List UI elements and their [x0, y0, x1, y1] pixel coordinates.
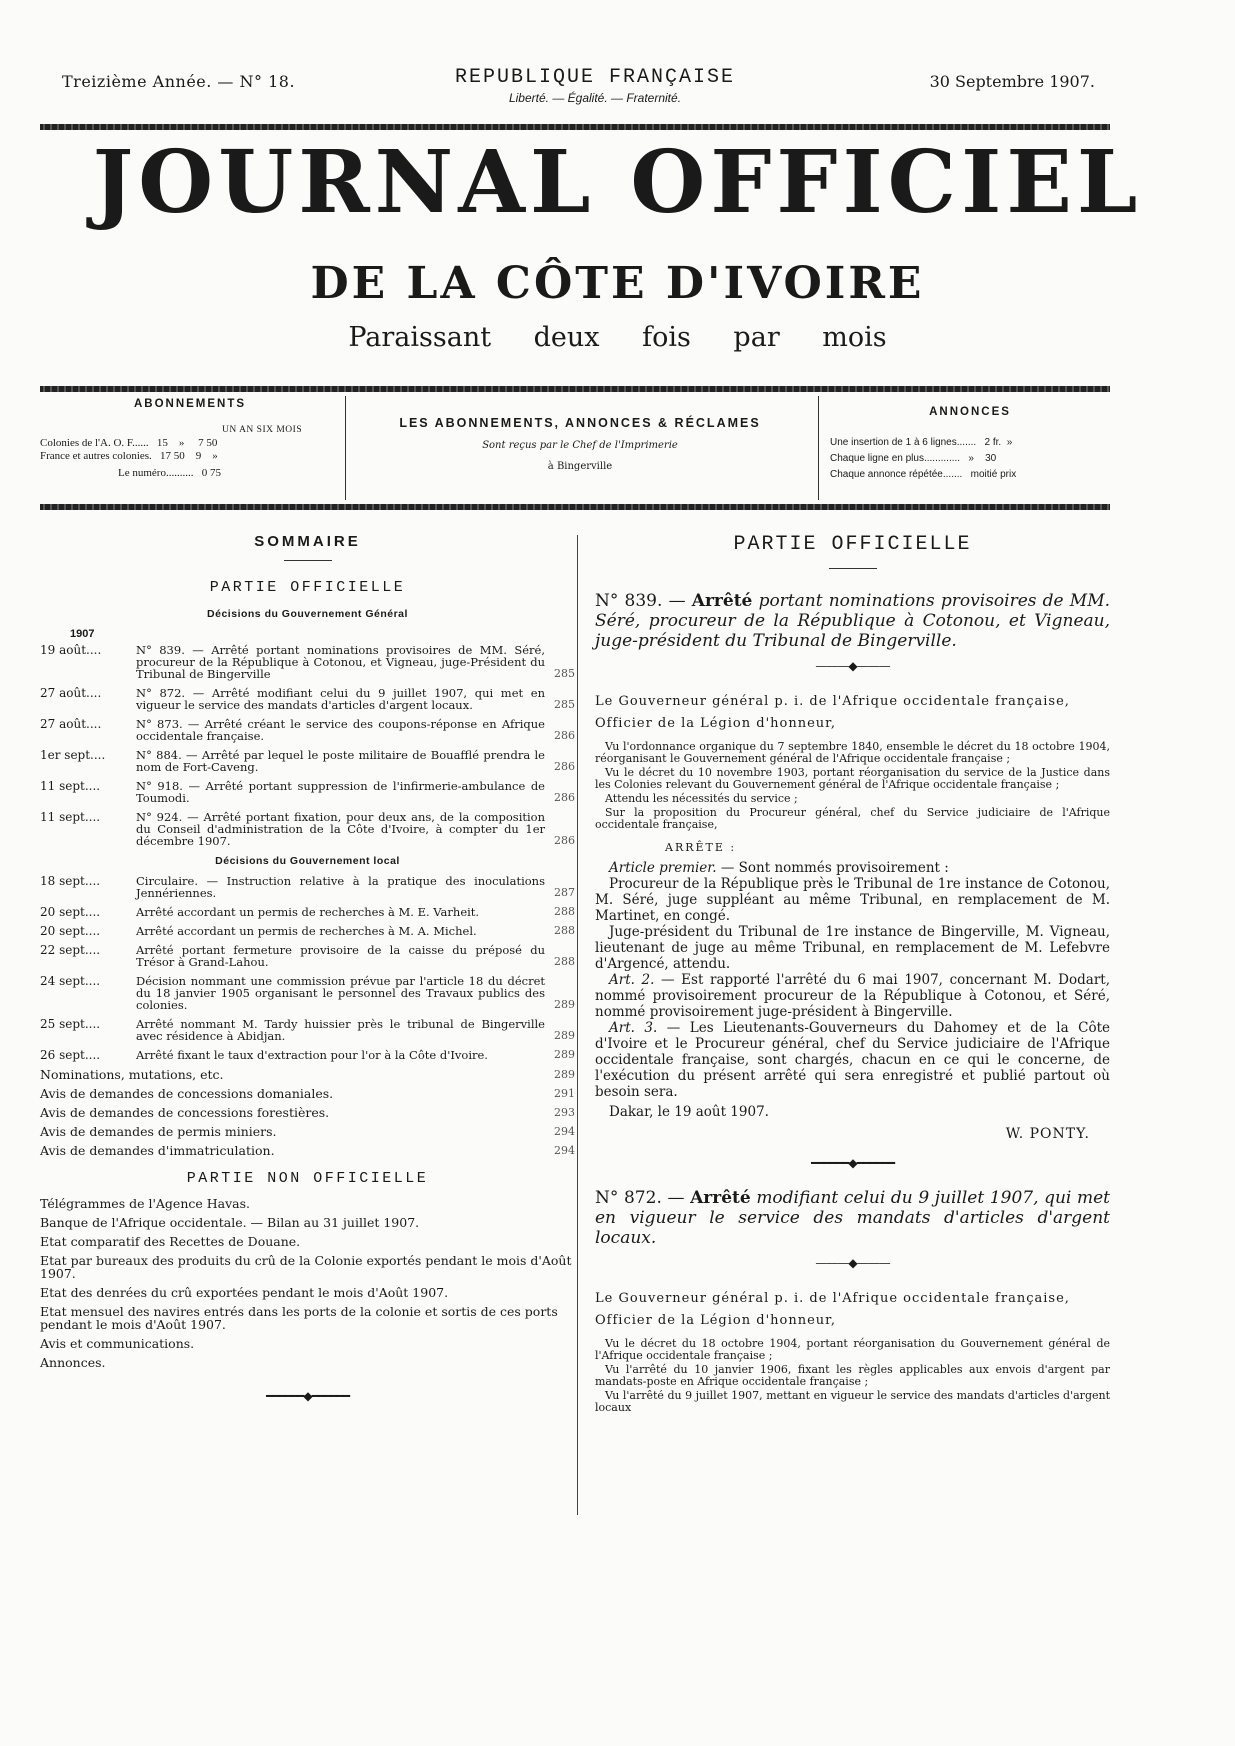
toc-text: Nominations, mutations, etc. — [40, 1067, 224, 1082]
toc-text: Avis de demandes de concessions forestières. — [40, 1105, 330, 1120]
considerant: Attendu les nécessités du service ; — [605, 792, 798, 805]
box-divider — [818, 396, 819, 500]
sommaire-title: SOMMAIRE — [254, 533, 361, 550]
toc-entry[interactable] — [40, 975, 575, 1011]
article-paragraph: Juge-président du Tribunal de 1re instance de Bingerville, M. Vigneau, lieutenant de juge au même Tribunal, en remplacement de M. Lefebvre d'Argencé, attendu. — [595, 924, 1110, 972]
toc-entry[interactable]: Avis et communications. — [40, 1336, 195, 1351]
toc-page: 286 — [554, 791, 575, 804]
toc-date: 19 août.... — [40, 643, 102, 657]
ornament-divider: ━━━━━━◆━━━━━━ — [266, 1389, 349, 1403]
sommaire-column — [40, 533, 575, 1411]
arrete-subject: portant nominations provisoires de MM. Séré, procureur de la République à Cotonou, et Vigneau, juge-président du Tribunal de Bingerville. — [595, 591, 1111, 651]
middle-line: Sont reçus par le Chef de l'Imprimerie — [482, 440, 678, 451]
toc-date: 11 sept.... — [40, 810, 101, 824]
column-separator — [577, 535, 578, 1515]
considerant: Vu le décret du 10 novembre 1903, portant réorganisation du service de la Justice dans les Colonies relevant du Gouvernement général de l'Afrique occidentale française ; — [595, 766, 1110, 791]
arrete-872-title — [595, 1188, 1110, 1248]
abonnements-row: France et autres colonies. 17 50 9 » — [40, 450, 218, 462]
toc-entry[interactable] — [40, 718, 575, 742]
toc-entry[interactable]: Télégrammes de l'Agence Havas. — [40, 1196, 250, 1211]
toc-text: N° 924. — Arrêté portant fixation, pour deux ans, de la composition du Conseil d'administration de la Côte d'Ivoire, à compter du 1er décembre 1907. — [136, 810, 545, 848]
arrete-subject: modifiant celui du 9 juillet 1907, qui met en vigueur le service des mandats d'articles d'argent locaux. — [595, 1188, 1110, 1248]
governor-line: Le Gouverneur général p. i. de l'Afrique occidentale française, Officier de la Légion d'honneur, — [595, 694, 1070, 731]
arrete-label: ARRÊTE : — [665, 841, 737, 854]
considerant: Vu l'ordonnance organique du 7 septembre 1840, ensemble le décret du 18 octobre 1904, réorganisant le Gouvernement général de l'Afrique occidentale française ; — [595, 740, 1110, 765]
toc-entry[interactable] — [40, 1068, 575, 1082]
toc-page: 288 — [554, 905, 575, 918]
toc-text: N° 884. — Arrêté par lequel le poste militaire de Bouafflé prendra le nom de Fort-Caveng. — [136, 748, 545, 774]
toc-page: 288 — [554, 924, 575, 937]
decisions-local-heading: Décisions du Gouvernement local — [215, 855, 400, 867]
toc-page: 285 — [554, 698, 575, 711]
annonces-row: Une insertion de 1 à 6 lignes....... 2 fr. » — [830, 437, 1013, 448]
toc-entry[interactable] — [40, 687, 575, 711]
toc-text: Arrêté accordant un permis de recherches à M. A. Michel. — [136, 924, 477, 938]
top-rule — [40, 124, 1110, 130]
arrete-keyword: Arrêté — [691, 591, 753, 611]
toc-page: 294 — [554, 1144, 575, 1157]
annonces-title: ANNONCES — [929, 406, 1011, 418]
toc-page: 291 — [554, 1087, 575, 1100]
toc-page: 288 — [554, 955, 575, 968]
box-rule — [40, 504, 1110, 510]
toc-date: 24 sept.... — [40, 974, 101, 988]
partie-officielle-title: PARTIE OFFICIELLE — [733, 533, 972, 556]
toc-entry[interactable] — [40, 1125, 575, 1139]
officielle-column — [595, 533, 1110, 1414]
abonnements-box — [40, 398, 340, 498]
abonnements-title: ABONNEMENTS — [133, 398, 247, 410]
toc-date: 26 sept.... — [40, 1048, 101, 1062]
toc-text: Arrêté portant fermeture provisoire de la caisse du préposé du Trésor à Grand-Lahou. — [136, 943, 545, 969]
article-text: — Sont nommés provisoirement : — [720, 860, 949, 876]
toc-text: N° 918. — Arrêté portant suppression de l'infirmerie-ambulance de Toumodi. — [136, 779, 545, 805]
toc-text: N° 839. — Arrêté portant nominations provisoires de MM. Séré, procureur de la République à Cotonou, et Vigneau, juge-Président du Tribunal de Bingerville — [136, 643, 545, 681]
toc-entry[interactable]: Etat des denrées du crû exportées pendant le mois d'Août 1907. — [40, 1285, 449, 1300]
middle-title: LES ABONNEMENTS, ANNONCES & RÉCLAMES — [399, 416, 761, 430]
toc-entry[interactable] — [40, 1087, 575, 1101]
toc-date: 18 sept.... — [40, 874, 101, 888]
toc-text: Arrêté fixant le taux d'extraction pour l'or à la Côte d'Ivoire. — [136, 1048, 488, 1062]
middle-box — [350, 398, 810, 498]
box-divider — [345, 396, 346, 500]
toc-text: N° 873. — Arrêté créant le service des coupons-réponse en Afrique occidentale française. — [136, 717, 545, 743]
toc-text: Avis de demandes d'immatriculation. — [40, 1143, 275, 1158]
toc-date: 20 sept.... — [40, 905, 101, 919]
toc-page: 286 — [554, 760, 575, 773]
toc-entry[interactable]: Etat mensuel des navires entrés dans les ports de la colonie et sortis de ces ports pendant le mois d'Août 1907. — [40, 1304, 558, 1332]
annonces-row: Chaque ligne en plus............. » 30 — [830, 453, 997, 464]
signature: W. PONTY. — [1005, 1126, 1090, 1142]
toc-text: Arrêté accordant un permis de recherches à M. E. Varheit. — [136, 905, 480, 919]
middle-line: à Bingerville — [547, 461, 613, 472]
toc-date: 1er sept.... — [40, 748, 106, 762]
toc-entry[interactable] — [40, 749, 575, 773]
toc-page: 289 — [554, 1068, 575, 1081]
republic-title: REPUBLIQUE FRANÇAISE — [454, 66, 736, 89]
publication-frequency: Paraissant deux fois par mois — [348, 322, 887, 353]
toc-page: 293 — [554, 1106, 575, 1119]
toc-date: 27 août.... — [40, 717, 102, 731]
toc-entry[interactable]: Etat comparatif des Recettes de Douane. — [40, 1234, 301, 1249]
article-2 — [595, 972, 1110, 1020]
toc-page: 287 — [554, 886, 575, 899]
toc-text: Avis de demandes de concessions domaniales. — [40, 1086, 334, 1101]
toc-entry[interactable] — [40, 925, 575, 937]
arrete-839-title — [595, 591, 1110, 651]
place-date: Dakar, le 19 août 1907. — [609, 1104, 769, 1120]
toc-page: 289 — [554, 1029, 575, 1042]
arrete-number: N° 872. — — [595, 1188, 685, 1208]
issue-number: Treizième Année. — N° 18. — [62, 72, 296, 91]
toc-entry[interactable] — [40, 1106, 575, 1120]
republic-block — [380, 66, 810, 105]
toc-page: 286 — [554, 729, 575, 742]
toc-date: 22 sept.... — [40, 943, 101, 957]
toc-entry[interactable] — [40, 1144, 575, 1158]
toc-entry[interactable] — [40, 1049, 575, 1061]
article-head: Art. 3. — [609, 1020, 658, 1036]
partie-officielle-heading: PARTIE OFFICIELLE — [209, 579, 406, 596]
arrete-keyword: Arrêté — [690, 1188, 751, 1208]
toc-text: Avis de demandes de permis miniers. — [40, 1124, 277, 1139]
ornament-divider: ━━━━━━◆━━━━━━ — [811, 1156, 894, 1170]
toc-entry[interactable] — [40, 780, 575, 804]
arrete-number: N° 839. — — [595, 591, 686, 611]
toc-date: 20 sept.... — [40, 924, 101, 938]
toc-text: N° 872. — Arrêté modifiant celui du 9 juillet 1907, qui met en vigueur le service des mandats d'articles d'argent locaux. — [136, 686, 545, 712]
governor-line: Le Gouverneur général p. i. de l'Afrique occidentale française, Officier de la Légion d'honneur, — [595, 1291, 1070, 1328]
annonces-row: Chaque annonce répétée....... moitié prix — [830, 469, 1017, 480]
ornament-divider: ———◆——— — [815, 659, 890, 673]
divider — [829, 568, 877, 569]
divider — [284, 560, 332, 561]
toc-entry[interactable]: Etat par bureaux des produits du crû de la Colonie exportés pendant le mois d'Août 1907. — [40, 1253, 572, 1281]
partie-non-officielle-heading: PARTIE NON OFFICIELLE — [186, 1170, 429, 1187]
masthead-rule — [40, 386, 1110, 392]
journal-subtitle: DE LA CÔTE D'IVOIRE — [310, 258, 925, 309]
abonnements-col-head: UN AN SIX MOIS — [222, 425, 303, 435]
article-paragraph: Procureur de la République près le Tribunal de 1re instance de Cotonou, M. Séré, juge suppléant au même Tribunal, en remplacement de M. Martinet, en congé. — [595, 876, 1110, 924]
abonnements-row: Le numéro.......... 0 75 — [118, 467, 221, 479]
ornament-divider: ———◆——— — [815, 1256, 890, 1270]
toc-text: Circulaire. — Instruction relative à la pratique des inoculations Jennériennes. — [136, 874, 545, 900]
considerant: Sur la proposition du Procureur général, chef du Service judiciaire de l'Afrique occidentale française, — [595, 806, 1110, 831]
annonces-box — [830, 398, 1110, 498]
decisions-general-heading: Décisions du Gouvernement Général — [207, 608, 408, 620]
issue-date: 30 Septembre 1907. — [929, 72, 1095, 91]
toc-date: 27 août.... — [40, 686, 102, 700]
toc-entry[interactable] — [40, 906, 575, 918]
toc-date: 11 sept.... — [40, 779, 101, 793]
toc-page: 289 — [554, 998, 575, 1011]
journal-title: JOURNAL OFFICIEL — [92, 132, 1143, 233]
toc-page: 286 — [554, 834, 575, 847]
article-3 — [595, 1020, 1110, 1100]
article-text: — Les Lieutenants-Gouverneurs du Dahomey et de la Côte d'Ivoire et le Procureur général, chef du Service judiciaire de l'Afrique occidentale française, sont chargés, chacun en ce qui le concerne, de l'exécution du présent arrêté qui sera enregistré et publié partout où besoin sera. — [595, 1020, 1110, 1100]
article-text: — Est rapporté l'arrêté du 6 mai 1907, concernant M. Dodart, nommé provisoirement procureur de la République à Cotonou, et Séré, nommé provisoirement juge-président à Bingerville. — [595, 972, 1110, 1020]
toc-text: Arrêté nommant M. Tardy huissier près le tribunal de Bingerville avec résidence à Abidjan. — [136, 1017, 545, 1043]
toc-date: 25 sept.... — [40, 1017, 101, 1031]
article-head: Article premier. — [609, 860, 717, 876]
toc-entry[interactable] — [40, 811, 575, 847]
republic-motto: Liberté. — Égalité. — Fraternité. — [508, 91, 682, 105]
article-head: Art. 2. — [609, 972, 655, 988]
toc-text: Décision nommant une commission prévue par l'article 18 du décret du 18 janvier 1905 organisant le personnel des Travaux publics des colonies. — [136, 974, 545, 1012]
toc-entry[interactable] — [40, 875, 575, 899]
toc-entry[interactable] — [40, 644, 575, 680]
toc-page: 285 — [554, 667, 575, 680]
considerant: Vu l'arrêté du 9 juillet 1907, mettant en vigueur le service des mandats d'articles d'argent locaux — [595, 1390, 1110, 1414]
toc-entry[interactable] — [40, 944, 575, 968]
article-1 — [595, 860, 1110, 876]
toc-page: 289 — [554, 1048, 575, 1061]
toc-entry[interactable] — [40, 1018, 575, 1042]
considerant: Vu le décret du 18 octobre 1904, portant réorganisation du Gouvernement général de l'Afrique occidentale française ; — [595, 1337, 1110, 1362]
toc-entry[interactable]: Annonces. — [40, 1355, 106, 1370]
abonnements-row: Colonies de l'A. O. F...... 15 » 7 50 — [40, 437, 218, 449]
considerant: Vu l'arrêté du 10 janvier 1906, fixant les règles applicables aux envois d'argent par mandats-poste en Afrique occidentale française ; — [595, 1363, 1110, 1388]
toc-page: 294 — [554, 1125, 575, 1138]
year-label: 1907 — [70, 628, 95, 640]
toc-entry[interactable]: Banque de l'Afrique occidentale. — Bilan au 31 juillet 1907. — [40, 1215, 420, 1230]
